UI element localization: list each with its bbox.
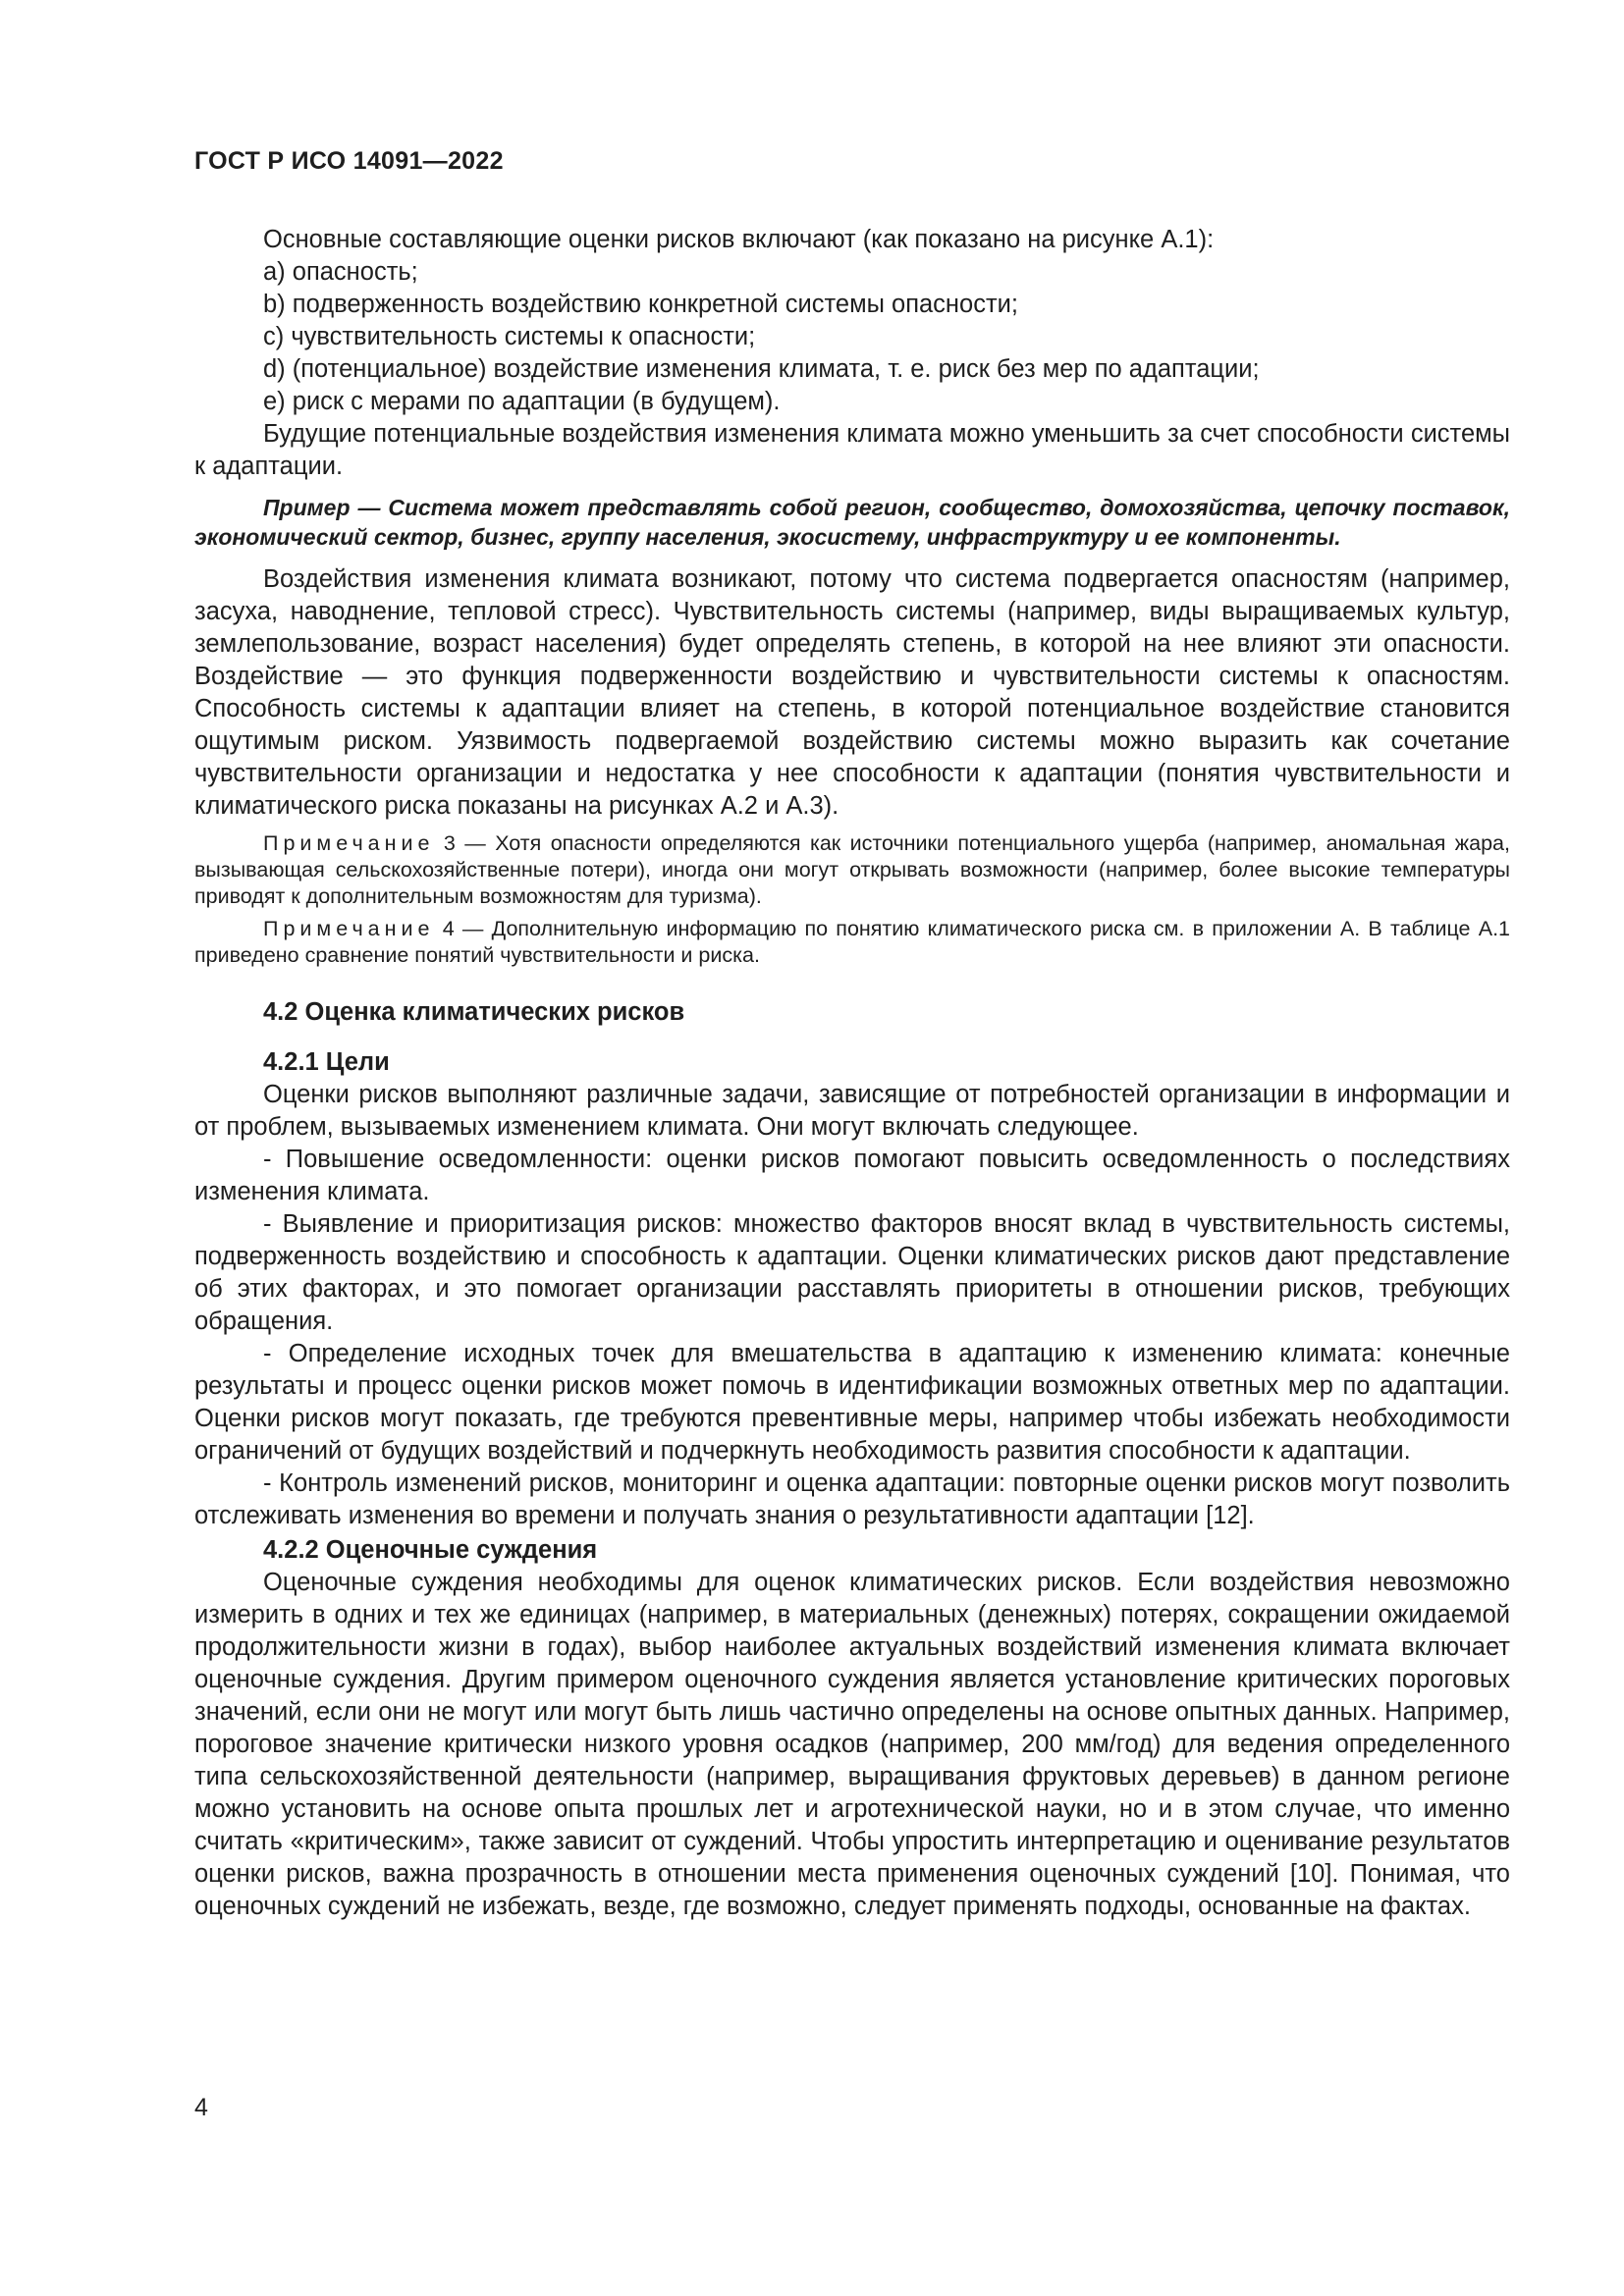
list-item-a: a) опасность; — [263, 258, 418, 286]
monitoring-item: - Контроль изменений рисков, мониторинг и оценка адаптации: повторные оценки рисков могут позволить отслеживать изменения во времени и получать знания о результативности адаптации [12]. — [194, 1469, 1510, 1529]
example-block: Пример — Система может представлять собой регион, сообщество, домохозяйства, цепочку поставок, экономический сектор, бизнес, группу населения, экосистему, инфраструктуру и ее компоненты. — [194, 495, 1510, 550]
awareness-item: - Повышение осведомленности: оценки рисков помогают повысить осведомленность о последствиях изменения климата. — [194, 1146, 1510, 1205]
section-4-2-1-paragraph: Оценки рисков выполняют различные задачи, зависящие от потребностей организации в информации и от проблем, вызываемых изменением климата. Они могут включать следующее. — [194, 1081, 1510, 1141]
entry-points-item: - Определение исходных точек для вмешательства в адаптацию к изменению климата: конечные результаты и процесс оценки рисков может помочь в идентификации возможных ответных мер по адаптации. Оценки рисков могут показать, где требуются превентивные меры, например чтобы избежать необходимости ограничений от будущих воздействий и подчеркнуть необходимость развития способности к адаптации. — [194, 1340, 1510, 1465]
note-4 — [194, 916, 1510, 969]
note-3-label: Примечание — [263, 831, 435, 855]
document-header: ГОСТ Р ИСО 14091—2022 — [194, 147, 504, 175]
list-item-c: c) чувствительность системы к опасности; — [263, 323, 756, 350]
note-4-label: Примечание — [263, 917, 435, 940]
intro-lead: Основные составляющие оценки рисков включают (как показано на рисунке А.1): — [263, 226, 1215, 253]
section-4-2-heading: 4.2 Оценка климатических рисков — [263, 998, 685, 1026]
list-item-d: d) (потенциальное) воздействие изменения климата, т. е. риск без мер по адаптации; — [263, 355, 1260, 383]
section-4-2-2-paragraph: Оценочные суждения необходимы для оценок климатических рисков. Если воздействия невозможно измерить в одних и тех же единицах (например, в материальных (денежных) потерях, сокращении ожидаемой продолжительности жизни в годах), выбор наиболее актуальных воздействий изменения климата включает оценочные суждения. Другим примером оценочного суждения является установление критических пороговых значений, если они не могут или могут быть лишь частично определены на основе опытных данных. Например, пороговое значение критически низкого уровня осадков (например, 200 мм/год) для ведения определенного типа сельскохозяйственной деятельности (например, выращивания фруктовых деревьев) в данном регионе можно установить на основе опыта прошлых лет и агротехнической науки, но и в этом случае, что именно считать «критическим», также зависит от суждений. Чтобы упростить интерпретацию и оценивание результатов оценки рисков, важна прозрачность в отношении места применения оценочных суждений [10]. Понимая, что оценочных суждений не избежать, везде, где возможно, следует применять подходы, основанные на фактах. — [194, 1569, 1510, 1920]
note-3 — [194, 830, 1510, 910]
page-body — [194, 224, 1510, 1923]
note-3-text: 3 — Хотя опасности определяются как источники потенциального ущерба (например, аномальная жара, вызывающая сельскохозяйственные потери), иногда они могут открывать возможности (например, более высокие температуры приводят к дополнительным возможностям для туризма). — [194, 831, 1510, 908]
impacts-paragraph: Воздействия изменения климата возникают, потому что система подвергается опасностям (например, засуха, наводнение, тепловой стресс). Чувствительность системы (например, виды выращиваемых культур, землепользование, возраст населения) будет определять степень, в которой на нее влияют эти опасности. Воздействие — это функция подверженности воздействию и чувствительности системы к опасностям. Способность системы к адаптации влияет на степень, в которой потенциальное воздействие становится ощутимым риском. Уязвимость подвергаемой воздействию системы можно выразить как сочетание чувствительности организации и недостатка у нее способности к адаптации (понятия чувствительности и климатического риска показаны на рисунках А.2 и А.3). — [194, 565, 1510, 820]
section-4-2-1-heading: 4.2.1 Цели — [263, 1048, 390, 1076]
page-number: 4 — [194, 2094, 208, 2121]
section-4-2-2-heading: 4.2.2 Оценочные суждения — [263, 1536, 598, 1564]
prioritization-item: - Выявление и приоритизация рисков: множество факторов вносят вклад в чувствительность системы, подверженность воздействию и способность к адаптации. Оценки климатических рисков дают представление об этих факторах, и это помогает организации расставлять приоритеты в отношении рисков, требующих обращения. — [194, 1210, 1510, 1335]
list-item-e: e) риск с мерами по адаптации (в будущем). — [263, 388, 781, 415]
adaptation-paragraph: Будущие потенциальные воздействия изменения климата можно уменьшить за счет способности системы к адаптации. — [194, 420, 1510, 480]
list-item-b: b) подверженность воздействию конкретной системы опасности; — [263, 291, 1018, 318]
note-4-text: 4 — Дополнительную информацию по понятию климатического риска см. в приложении А. В таблице А.1 приведено сравнение понятий чувствительности и риска. — [194, 917, 1510, 967]
